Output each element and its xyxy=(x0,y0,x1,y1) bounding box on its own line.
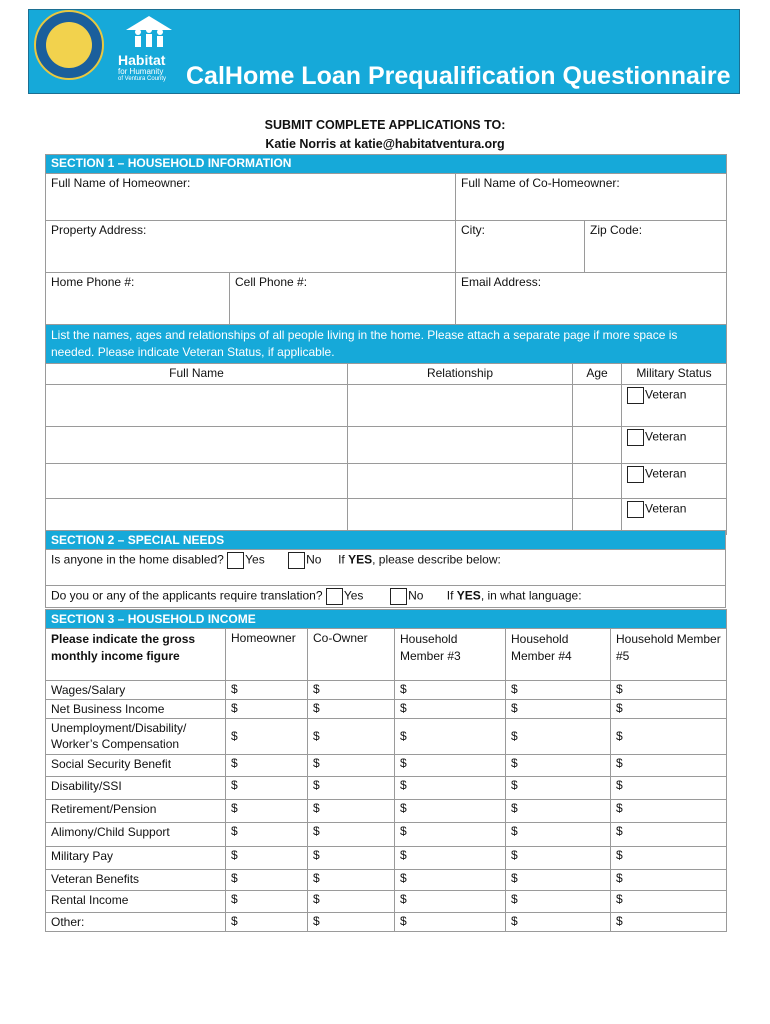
member-1-name[interactable] xyxy=(46,385,348,427)
income-business-coowner-field[interactable]: $ xyxy=(308,700,395,719)
disabled-yes-label: Yes xyxy=(245,552,265,567)
income-business-member-5-field[interactable]: $ xyxy=(611,700,727,719)
translation-no-checkbox[interactable] xyxy=(390,588,407,605)
col-military-status: Military Status xyxy=(622,364,727,385)
income-social-homeowner-field[interactable]: $ xyxy=(226,755,308,777)
income-military-member-4-field[interactable]: $ xyxy=(506,847,611,870)
income-label-retirement: Retirement/Pension xyxy=(46,800,226,823)
co-homeowner-name-field[interactable]: Full Name of Co-Homeowner: xyxy=(456,174,727,221)
income-unemployment-homeowner-field[interactable]: $ xyxy=(226,719,308,755)
submit-contact: Katie Norris at katie@habitatventura.org xyxy=(265,137,505,151)
col-homeowner: Homeowner xyxy=(226,629,308,681)
veteran-label-1: Veteran xyxy=(645,387,687,402)
income-business-member-3-field[interactable]: $ xyxy=(395,700,506,719)
income-row-alimony xyxy=(46,823,727,847)
income-veteran-coowner-field[interactable]: $ xyxy=(308,870,395,891)
income-business-member-4-field[interactable]: $ xyxy=(506,700,611,719)
translation-question-row xyxy=(46,586,726,608)
income-label-ssi: Disability/SSI xyxy=(46,777,226,800)
income-other-member-5-field[interactable]: $ xyxy=(611,913,727,932)
income-table xyxy=(45,609,727,932)
income-retirement-homeowner-field[interactable]: $ xyxy=(226,800,308,823)
disabled-follow: , please describe below: xyxy=(372,552,501,567)
income-retirement-member-4-field[interactable]: $ xyxy=(506,800,611,823)
disabled-no-checkbox[interactable] xyxy=(288,552,305,569)
income-social-member-5-field[interactable]: $ xyxy=(611,755,727,777)
habitat-house-people-icon xyxy=(118,14,180,48)
income-military-coowner-field[interactable]: $ xyxy=(308,847,395,870)
disabled-question: Is anyone in the home disabled? xyxy=(51,552,224,567)
disabled-if-prefix: If xyxy=(338,552,349,567)
income-label-unemployment: Unemployment/Disability/ Worker’s Compensation xyxy=(46,719,226,755)
household-members-table xyxy=(45,324,727,535)
income-label-rental: Rental Income xyxy=(46,891,226,913)
income-social-coowner-field[interactable]: $ xyxy=(308,755,395,777)
member-1-military xyxy=(622,385,727,427)
income-rental-coowner-field[interactable]: $ xyxy=(308,891,395,913)
income-unemployment-member-5-field[interactable]: $ xyxy=(611,719,727,755)
member-3-relationship[interactable] xyxy=(348,464,573,499)
member-2-military xyxy=(622,427,727,464)
cell-phone-field[interactable]: Cell Phone #: xyxy=(230,273,456,325)
income-intro: Please indicate the gross monthly income figure xyxy=(46,629,226,681)
email-address-field[interactable]: Email Address: xyxy=(456,273,727,325)
income-veteran-member-3-field[interactable]: $ xyxy=(395,870,506,891)
col-member-4: Household Member #4 xyxy=(506,629,611,681)
income-ssi-member-5-field[interactable]: $ xyxy=(611,777,727,800)
income-alimony-member-3-field[interactable]: $ xyxy=(395,823,506,847)
col-coowner: Co-Owner xyxy=(308,629,395,681)
translation-yes-label: Yes xyxy=(343,588,364,603)
translation-yes-checkbox[interactable] xyxy=(326,588,343,605)
income-row-business xyxy=(46,700,727,719)
veteran-label-4: Veteran xyxy=(645,501,687,516)
income-other-coowner-field[interactable]: $ xyxy=(308,913,395,932)
income-military-member-5-field[interactable]: $ xyxy=(611,847,727,870)
income-row-social xyxy=(46,755,727,777)
income-social-member-3-field[interactable]: $ xyxy=(395,755,506,777)
income-row-unemployment xyxy=(46,719,727,755)
income-unemployment-coowner-field[interactable]: $ xyxy=(308,719,395,755)
member-3-military xyxy=(622,464,727,499)
income-row-wages xyxy=(46,681,727,700)
income-other-homeowner-field[interactable]: $ xyxy=(226,913,308,932)
income-social-member-4-field[interactable]: $ xyxy=(506,755,611,777)
income-row-veteran xyxy=(46,870,727,891)
translation-question: Do you or any of the applicants require translation? xyxy=(51,588,323,603)
veteran-label-2: Veteran xyxy=(645,429,687,444)
page-title: CalHome Loan Prequalification Questionnaire xyxy=(186,62,731,90)
translation-no-label: No xyxy=(408,588,424,603)
income-ssi-homeowner-field[interactable]: $ xyxy=(226,777,308,800)
veteran-checkbox-3[interactable] xyxy=(627,466,644,483)
member-2-relationship[interactable] xyxy=(348,427,573,464)
veteran-checkbox-1[interactable] xyxy=(627,387,644,404)
income-ssi-member-3-field[interactable]: $ xyxy=(395,777,506,800)
income-wages-member-3-field[interactable]: $ xyxy=(395,681,506,700)
income-row-ssi xyxy=(46,777,727,800)
section3-title: SECTION 3 – HOUSEHOLD INCOME xyxy=(46,610,727,629)
income-ssi-coowner-field[interactable]: $ xyxy=(308,777,395,800)
zip-code-field[interactable]: Zip Code: xyxy=(585,221,727,273)
income-label-other: Other: xyxy=(46,913,226,932)
income-ssi-member-4-field[interactable]: $ xyxy=(506,777,611,800)
income-business-homeowner-field[interactable]: $ xyxy=(226,700,308,719)
income-row-military xyxy=(46,847,727,870)
income-veteran-member-5-field[interactable]: $ xyxy=(611,870,727,891)
income-row-other xyxy=(46,913,727,932)
income-rental-member-3-field[interactable]: $ xyxy=(395,891,506,913)
habitat-name: Habitat xyxy=(118,52,166,68)
income-alimony-member-4-field[interactable]: $ xyxy=(506,823,611,847)
habitat-sub: for Humanity xyxy=(118,67,164,76)
disabled-question-row xyxy=(46,550,726,586)
income-alimony-coowner-field[interactable]: $ xyxy=(308,823,395,847)
income-label-veteran: Veteran Benefits xyxy=(46,870,226,891)
income-wages-homeowner-field[interactable]: $ xyxy=(226,681,308,700)
income-rental-homeowner-field[interactable]: $ xyxy=(226,891,308,913)
income-military-member-3-field[interactable]: $ xyxy=(395,847,506,870)
veteran-checkbox-4[interactable] xyxy=(627,501,644,518)
income-veteran-homeowner-field[interactable]: $ xyxy=(226,870,308,891)
income-label-alimony: Alimony/Child Support xyxy=(46,823,226,847)
income-unemployment-member-4-field[interactable]: $ xyxy=(506,719,611,755)
translation-if-prefix: If xyxy=(446,588,457,603)
income-wages-member-4-field[interactable]: $ xyxy=(506,681,611,700)
section1-table xyxy=(45,154,727,325)
col-member-3: Household Member #3 xyxy=(395,629,506,681)
member-1-relationship[interactable] xyxy=(348,385,573,427)
veteran-checkbox-2[interactable] xyxy=(627,429,644,446)
habitat-logo xyxy=(118,14,180,86)
income-label-military: Military Pay xyxy=(46,847,226,870)
income-label-business: Net Business Income xyxy=(46,700,226,719)
member-3-age[interactable] xyxy=(573,464,622,499)
section2-title: SECTION 2 – SPECIAL NEEDS xyxy=(46,531,726,550)
income-alimony-member-5-field[interactable]: $ xyxy=(611,823,727,847)
income-wages-member-5-field[interactable]: $ xyxy=(611,681,727,700)
col-relationship: Relationship xyxy=(348,364,573,385)
disabled-if-yes: YES xyxy=(348,552,373,567)
property-address-field[interactable]: Property Address: xyxy=(46,221,456,273)
member-2-age[interactable] xyxy=(573,427,622,464)
income-wages-coowner-field[interactable]: $ xyxy=(308,681,395,700)
income-alimony-homeowner-field[interactable]: $ xyxy=(226,823,308,847)
city-field[interactable]: City: xyxy=(456,221,585,273)
submit-heading: SUBMIT COMPLETE APPLICATIONS TO: xyxy=(264,118,506,132)
income-retirement-member-3-field[interactable]: $ xyxy=(395,800,506,823)
income-other-member-3-field[interactable]: $ xyxy=(395,913,506,932)
income-label-social: Social Security Benefit xyxy=(46,755,226,777)
disabled-yes-checkbox[interactable] xyxy=(227,552,244,569)
income-retirement-coowner-field[interactable]: $ xyxy=(308,800,395,823)
home-phone-field[interactable]: Home Phone #: xyxy=(46,273,230,325)
section1-title: SECTION 1 – HOUSEHOLD INFORMATION xyxy=(46,155,727,174)
habitat-region: of Ventura County xyxy=(118,76,167,82)
col-full-name: Full Name xyxy=(46,364,348,385)
translation-if-yes: YES xyxy=(456,588,481,603)
homeowner-name-field[interactable]: Full Name of Homeowner: xyxy=(46,174,456,221)
member-1-age[interactable] xyxy=(573,385,622,427)
income-retirement-member-5-field[interactable]: $ xyxy=(611,800,727,823)
member-3-name[interactable] xyxy=(46,464,348,499)
income-veteran-member-4-field[interactable]: $ xyxy=(506,870,611,891)
income-rows xyxy=(46,681,727,932)
income-rental-member-5-field[interactable]: $ xyxy=(611,891,727,913)
income-label-wages: Wages/Salary xyxy=(46,681,226,700)
seal-house-icon xyxy=(46,22,92,68)
col-member-5: Household Member #5 xyxy=(611,629,727,681)
income-row-retirement xyxy=(46,800,727,823)
income-military-homeowner-field[interactable]: $ xyxy=(226,847,308,870)
translation-follow: , in what language: xyxy=(480,588,582,603)
income-row-rental xyxy=(46,891,727,913)
income-other-member-4-field[interactable]: $ xyxy=(506,913,611,932)
member-2-name[interactable] xyxy=(46,427,348,464)
income-rental-member-4-field[interactable]: $ xyxy=(506,891,611,913)
household-instructions: List the names, ages and relationships of all people living in the home. Please attach a separate page if more space is needed. Please indicate Veteran Status, if applicable. xyxy=(46,325,727,364)
income-unemployment-member-3-field[interactable]: $ xyxy=(395,719,506,755)
section2-table xyxy=(45,530,726,608)
veteran-label-3: Veteran xyxy=(645,466,687,481)
col-age: Age xyxy=(573,364,622,385)
disabled-no-label: No xyxy=(306,552,322,567)
